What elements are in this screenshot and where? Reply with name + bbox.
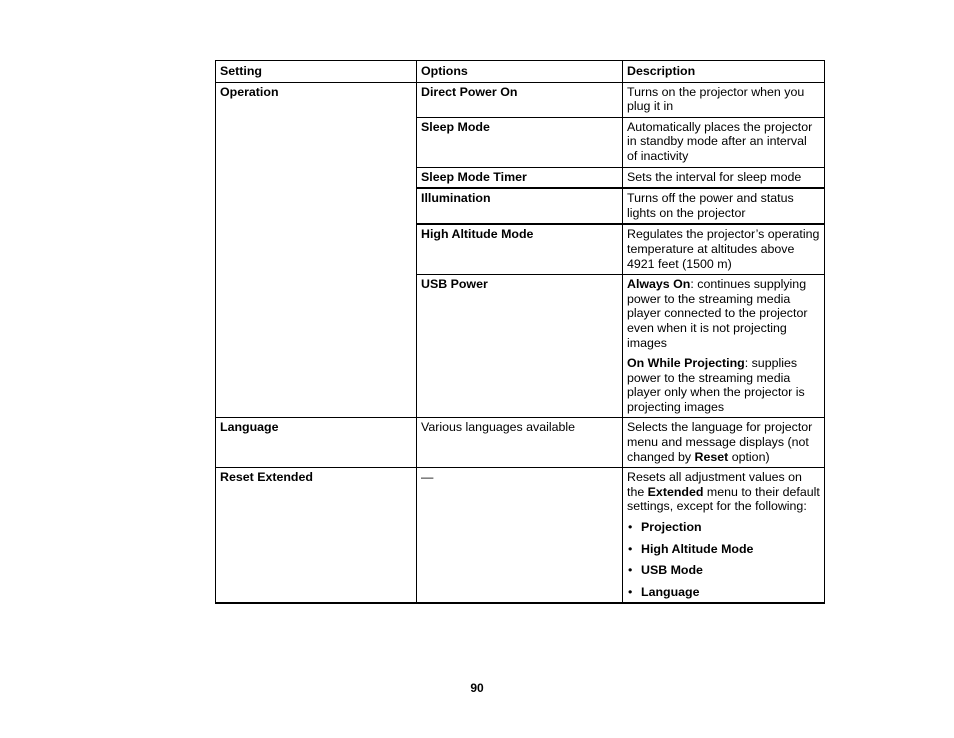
usb-power-always-on-detail: : continues supplying power to the streaming media player connected to the projector even when it is not projecting images xyxy=(627,277,808,350)
table-row xyxy=(216,468,825,604)
usb-power-on-while-projecting-text xyxy=(627,356,820,414)
option-usb-power: USB Power xyxy=(417,275,623,418)
language-desc-pre: Selects the language for projector menu and message displays (not changed by xyxy=(627,420,813,464)
option-reset-extended: — xyxy=(417,468,623,604)
description-sleep-mode: Automatically places the projector in standby mode after an interval of inactivity xyxy=(623,117,825,167)
reset-extended-exceptions-list xyxy=(627,520,820,599)
header-options: Options xyxy=(417,61,623,83)
reset-extended-desc-bold: Extended xyxy=(647,484,704,499)
option-language: Various languages available xyxy=(417,418,623,468)
option-sleep-mode-timer: Sleep Mode Timer xyxy=(417,167,623,188)
list-item: • Projection xyxy=(627,520,820,535)
usb-power-on-while-projecting-detail: : supplies power to the streaming media player only when the projector is projecting images xyxy=(627,356,805,414)
reset-extended-desc-pre: Resets all adjustment values on the xyxy=(627,470,802,499)
description-usb-power xyxy=(623,275,825,418)
setting-reset-extended: Reset Extended xyxy=(216,468,417,604)
header-setting: Setting xyxy=(216,61,417,83)
description-direct-power-on: Turns on the projector when you plug it in xyxy=(623,82,825,117)
header-description: Description xyxy=(623,61,825,83)
list-item: • Language xyxy=(627,585,820,600)
option-direct-power-on: Direct Power On xyxy=(417,82,623,117)
language-desc-post: option) xyxy=(728,449,770,464)
page-number: 90 xyxy=(470,681,484,695)
option-high-altitude-mode: High Altitude Mode xyxy=(417,224,623,274)
description-sleep-mode-timer: Sets the interval for sleep mode xyxy=(623,167,825,188)
reset-extended-desc-post: menu to their default settings, except for the following: xyxy=(627,484,820,514)
setting-language: Language xyxy=(216,418,417,468)
list-item: • USB Mode xyxy=(627,563,820,578)
usb-power-always-on-label: Always On xyxy=(627,277,691,292)
description-illumination: Turns off the power and status lights on the projector xyxy=(623,188,825,224)
usb-power-on-while-projecting-label: On While Projecting xyxy=(627,356,745,371)
description-high-altitude-mode: Regulates the projector’s operating temperature at altitudes above 4921 feet (1500 m) xyxy=(623,224,825,274)
language-desc-bold: Reset xyxy=(694,449,729,464)
setting-operation: Operation xyxy=(216,82,417,418)
reset-extended-desc-text xyxy=(627,470,820,514)
table-row xyxy=(216,418,825,468)
header-row xyxy=(216,61,825,83)
table-row xyxy=(216,82,825,117)
option-sleep-mode: Sleep Mode xyxy=(417,117,623,167)
description-reset-extended xyxy=(623,468,825,604)
list-item: • High Altitude Mode xyxy=(627,542,820,557)
usb-power-always-on-text xyxy=(627,277,820,350)
option-illumination: Illumination xyxy=(417,188,623,224)
description-language xyxy=(623,418,825,468)
settings-table xyxy=(215,60,825,604)
